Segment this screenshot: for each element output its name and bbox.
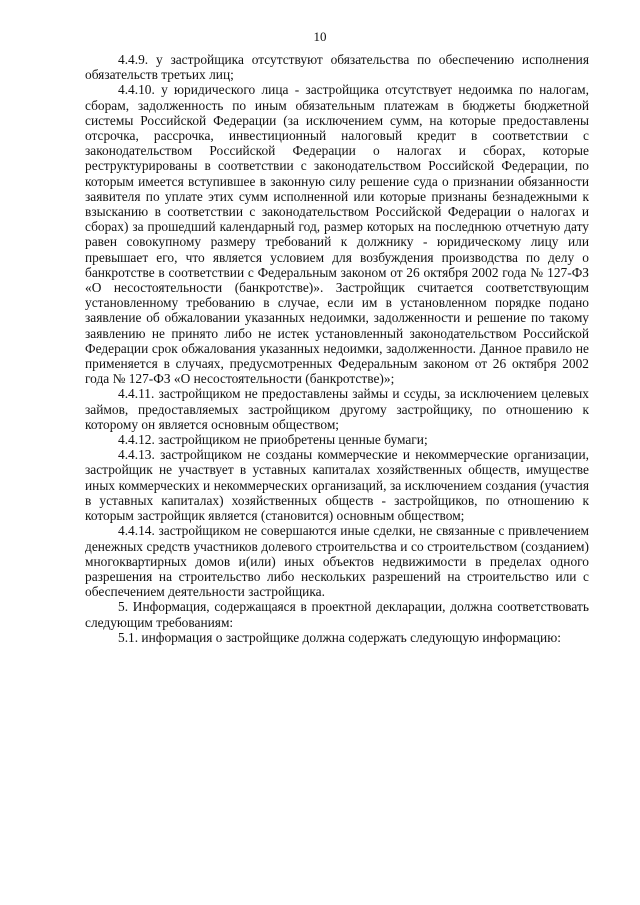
- page-number: 10: [313, 29, 327, 44]
- paragraph-4-4-12: 4.4.12. застройщиком не приобретены ценные бумаги;: [118, 432, 428, 448]
- paragraph-4-4-13: 4.4.13. застройщиком не созданы коммерческие и некоммерческие организации, застройщик не участвует в уставных капиталах хозяйственных обществ, имуществе иных коммерческих и некоммерческих организаций, за исключением создания (участия в уставных капиталах) хозяйственных обществ - застройщиков, по отношению к которым застройщик является (становится) основным обществом;: [85, 447, 589, 524]
- paragraph-4-4-10: 4.4.10. у юридического лица - застройщика отсутствует недоимка по налогам, сборам, задолженность по иным обязательным платежам в бюджеты бюджетной системы Российской Федерации (за исключением сумм, на которые предоставлены отсрочка, рассрочка, инвестиционный налоговый кредит в соответствии с законодательством Российской Федерации о налогах и сборах, которые реструктурированы в соответствии с законодательством Российской Федерации, по которым имеется вступившее в законную силу решение суда о признании обязанности заявителя по уплате этих сумм исполненной или которые признаны безнадежными к взысканию в соответствии с законодательством Российской Федерации о налогах и сборах) за прошедший календарный год, размер которых на последнюю отчетную дату равен совокупному размеру требований к должнику - юридическому лицу или превышает его, что является условием для возбуждения производства по делу о банкротстве в соответствии с Федеральным законом от 26 октября 2002 года № 127-ФЗ «О несостоятельности (банкротстве)». Застройщик считается соответствующим установленному требованию в случае, если им в установленном порядке подано заявление об обжаловании указанных недоимки, задолженности и решение по такому заявлению не принято либо не истек установленный законодательством Российской Федерации срок обжалования указанных недоимки, задолженности. Данное правило не применяется в случаях, предусмотренных Федеральным законом от 26 октября 2002 года № 127-ФЗ «О несостоятельности (банкротстве)»;: [85, 82, 589, 387]
- document-body: [85, 52, 589, 645]
- paragraph-5: 5. Информация, содержащаяся в проектной декларации, должна соответствовать следующим требованиям:: [85, 599, 589, 630]
- paragraph-4-4-11: 4.4.11. застройщиком не предоставлены займы и ссуды, за исключением целевых займов, предоставляемых застройщиком другому застройщику, по отношению к которому он является основным обществом;: [85, 386, 589, 432]
- paragraph-4-4-14: 4.4.14. застройщиком не совершаются иные сделки, не связанные с привлечением денежных средств участников долевого строительства и со строительством (созданием) многоквартирных домов и(или) иных объектов недвижимости в пределах одного разрешения на строительство либо нескольких разрешений на строительство или с обеспечением деятельности застройщика.: [85, 523, 589, 600]
- paragraph-4-4-9: 4.4.9. у застройщика отсутствуют обязательства по обеспечению исполнения обязательств третьих лиц;: [85, 52, 589, 83]
- paragraph-5-1: 5.1. информация о застройщике должна содержать следующую информацию:: [118, 629, 561, 645]
